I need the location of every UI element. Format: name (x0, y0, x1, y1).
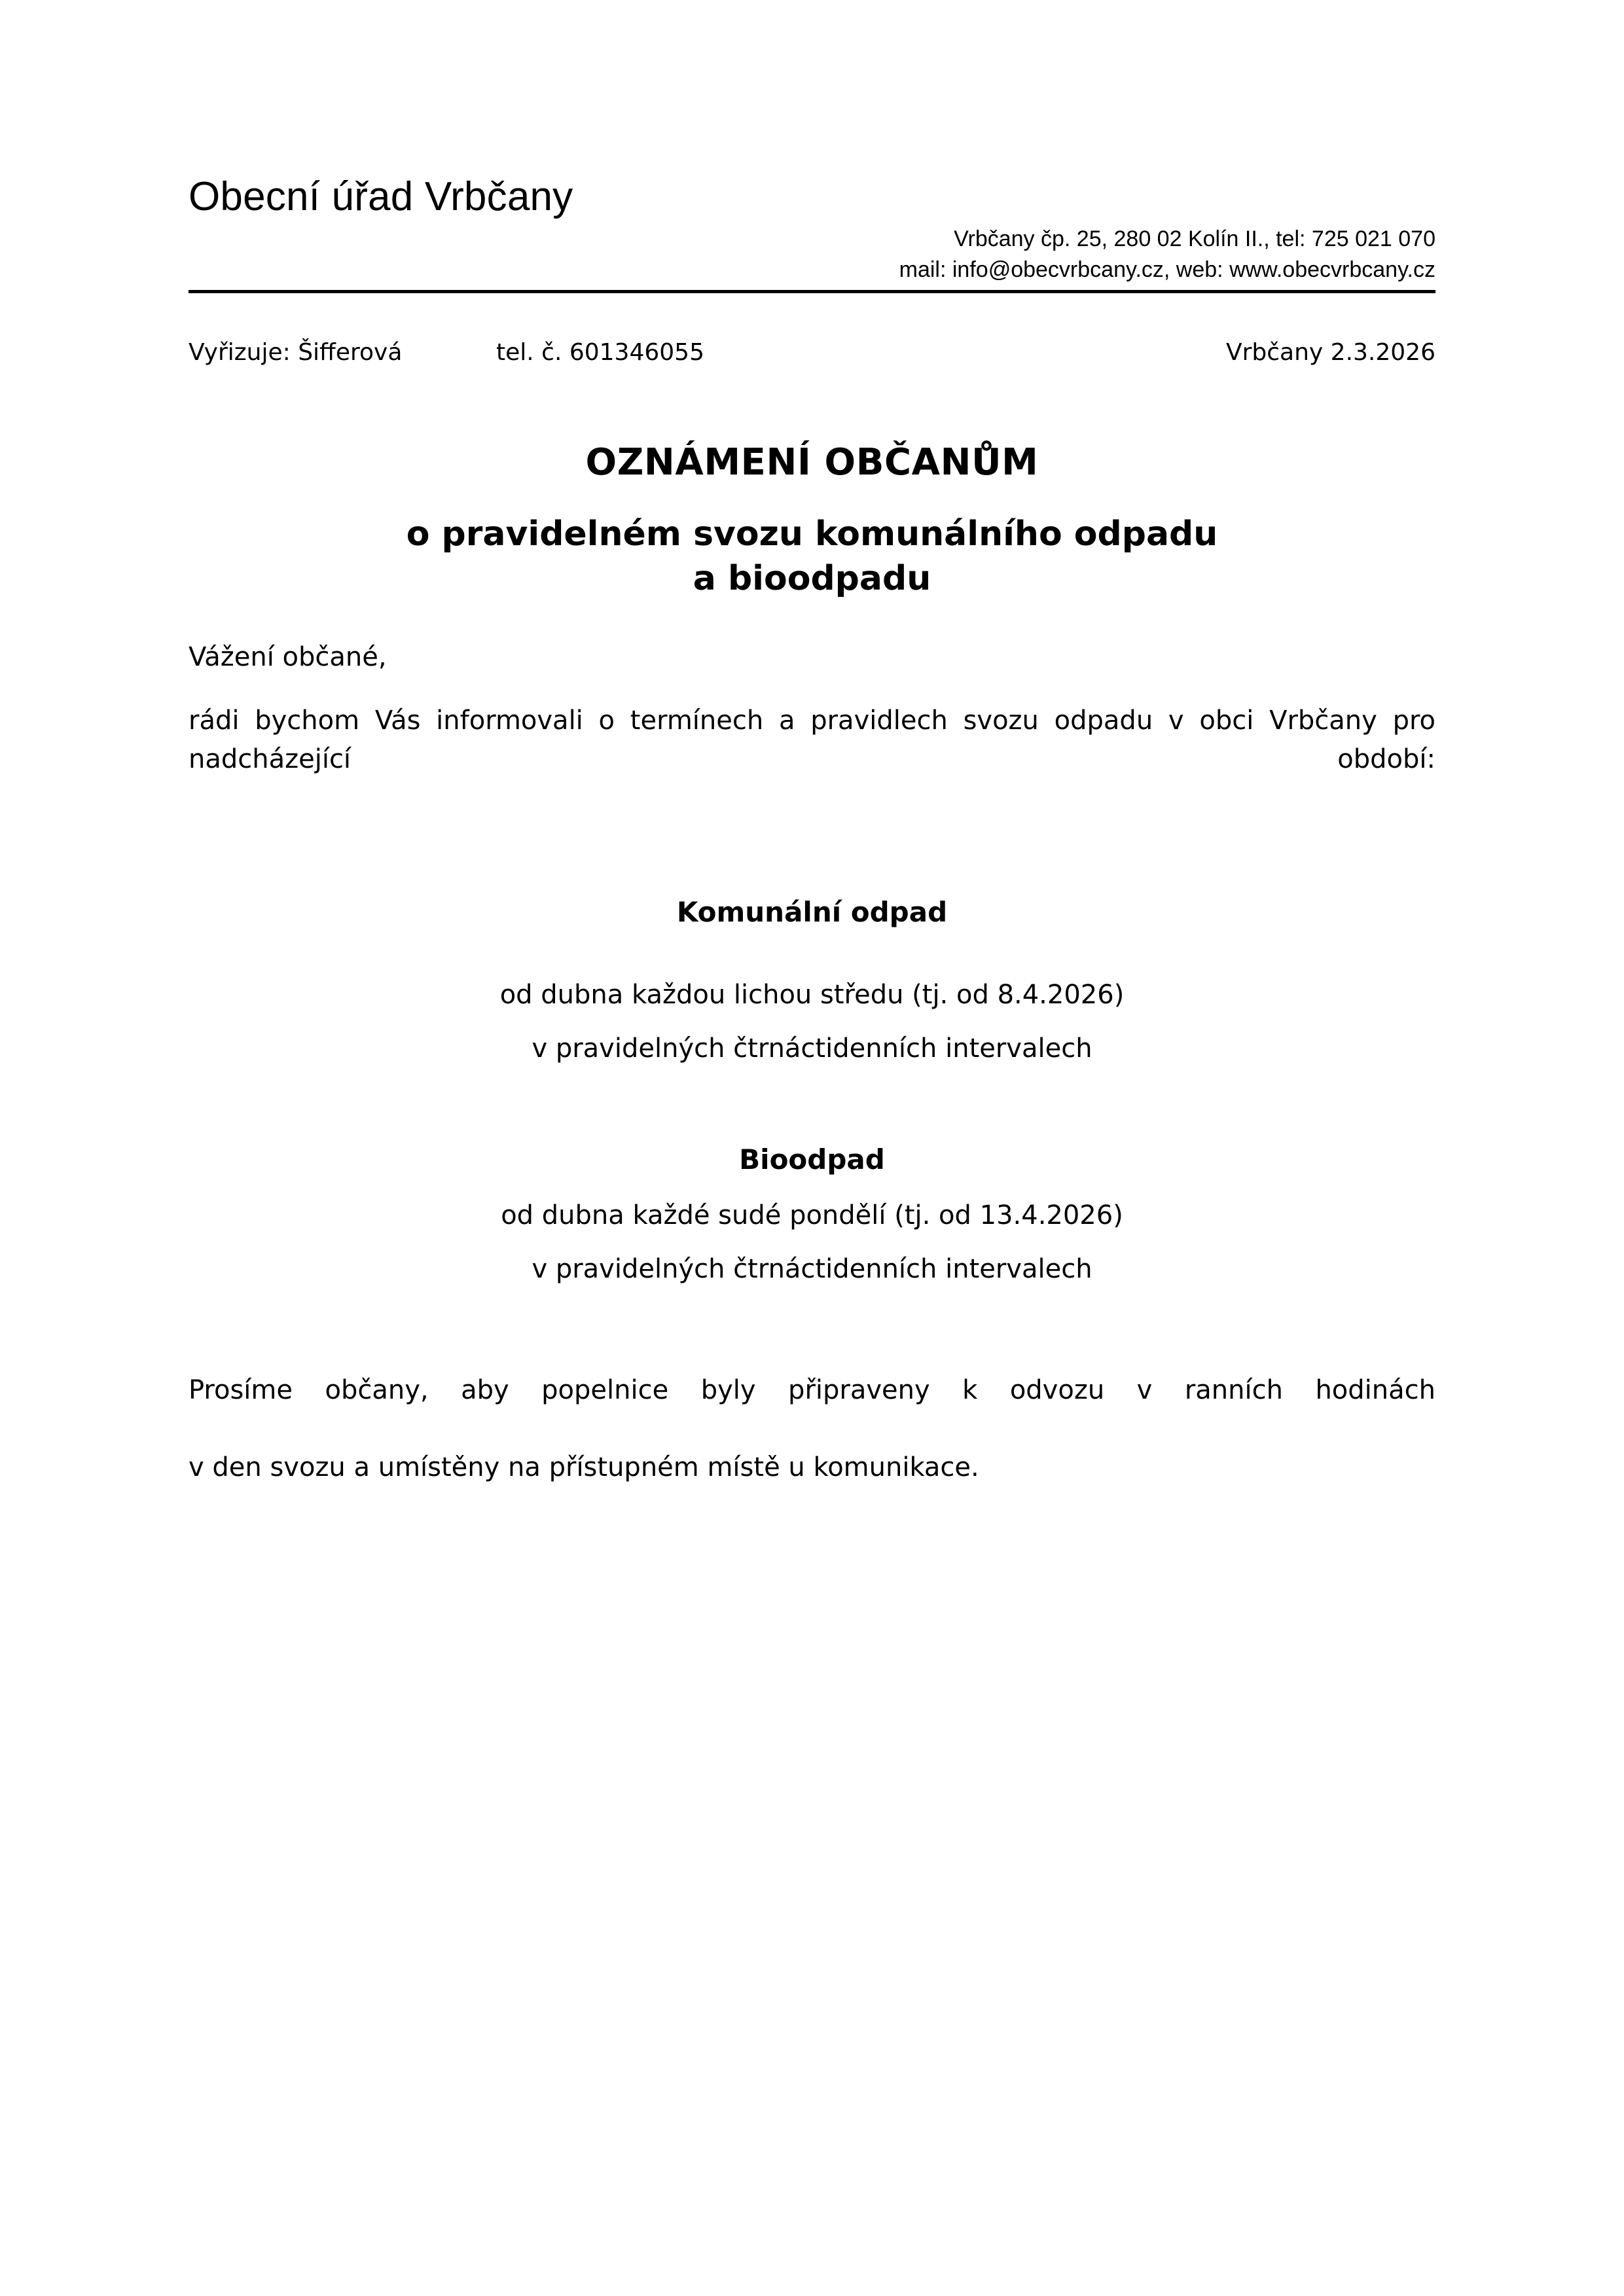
organization-title: Obecní úřad Vrbčany (189, 174, 573, 219)
intro-paragraph: rádi bychom Vás informovali o termínech a pravidlech svozu odpadu v obci Vrbčany pro nadcházející období: (189, 706, 1435, 775)
subtitle-line-2: a bioodpadu (693, 558, 931, 598)
salutation: Vážení občané, (189, 642, 387, 673)
letterhead-divider (189, 290, 1435, 293)
section-bioodpad-interval-line: v pravidelných čtrnáctidenních intervalech (532, 1253, 1092, 1284)
letterhead (189, 0, 1435, 293)
meta-place-date: Vrbčany 2.3.2026 (1225, 338, 1435, 366)
section-komunalni-odpad (189, 895, 1435, 1066)
contact-mail-web-line: mail: info@obecvrbcany.cz, web: www.obecvrbcany.cz (899, 257, 1435, 282)
closing-line-1: Prosíme občany, aby popelnice byly připraveny k odvozu v ranních hodinách (189, 1374, 1435, 1405)
document-meta-row (189, 339, 1435, 373)
section-komunalni-interval-line: v pravidelných čtrnáctidenních intervalech (532, 1033, 1092, 1064)
closing-line-2: v den svozu a umístěny na přístupném místě u komunikace. (189, 1452, 979, 1483)
section-bioodpad-schedule-line: od dubna každé sudé pondělí (tj. od 13.4.2026) (501, 1200, 1123, 1230)
page-title: OZNÁMENÍ OBČANŮM (585, 440, 1039, 484)
contact-block (189, 224, 1435, 285)
meta-phone: tel. č. 601346055 (496, 338, 704, 366)
contact-address-line: Vrbčany čp. 25, 280 02 Kolín II., tel: 725 021 070 (954, 226, 1435, 251)
meta-handler: Vyřizuje: Šifferová (189, 338, 403, 366)
section-bioodpad (189, 1143, 1435, 1286)
closing-paragraph (189, 1371, 1435, 1488)
subtitle-line-1: o pravidelném svozu komunálního odpadu (406, 514, 1218, 554)
section-heading-komunalni-odpad: Komunální odpad (676, 895, 948, 928)
section-heading-bioodpad: Bioodpad (739, 1143, 885, 1176)
page-content (189, 0, 1435, 1487)
document-subtitle (189, 512, 1435, 601)
section-komunalni-schedule-line: od dubna každou lichou středu (tj. od 8.4.2026) (499, 980, 1125, 1011)
